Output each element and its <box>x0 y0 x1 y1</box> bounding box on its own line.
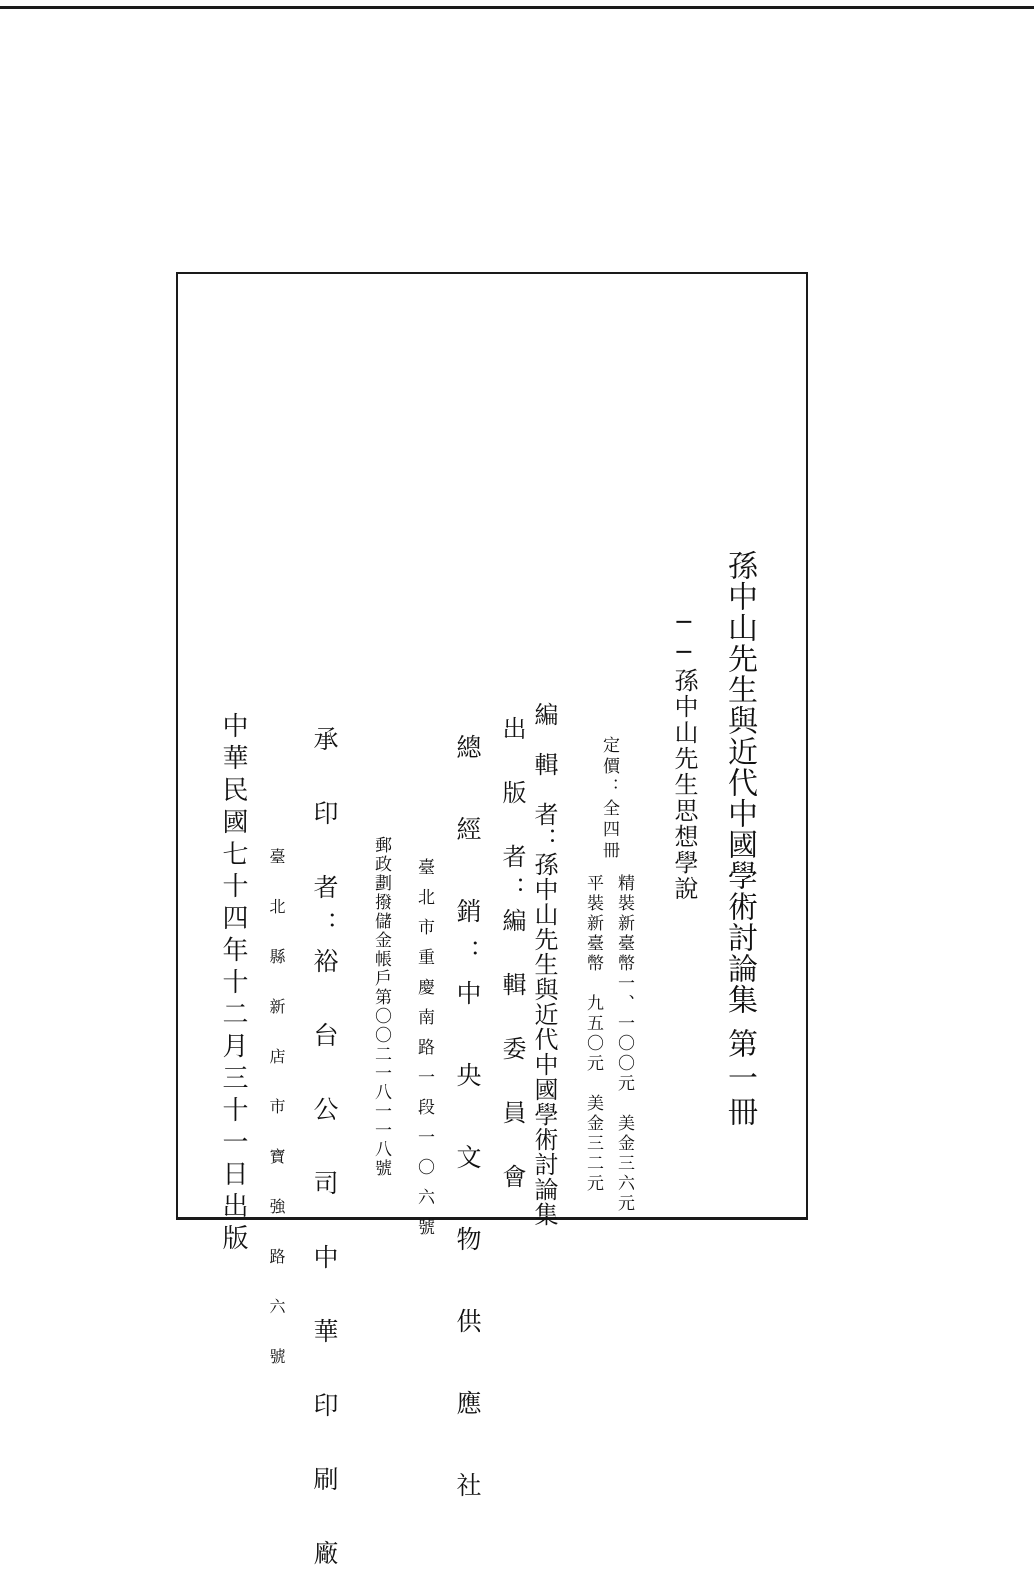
distributor-line: 總 經 銷：中 央 文 物 供 應 社 <box>453 734 482 1513</box>
price-paperback: 平裝新臺幣 九五〇元 美金三二元 <box>583 874 603 1194</box>
subtitle: ──孫中山先生思想學說 <box>670 608 698 902</box>
top-rule <box>0 6 1034 9</box>
publication-date: 中華民國七十四年十二月三十一日出版 <box>218 712 248 1256</box>
volume-label: 第一冊 <box>722 1028 757 1130</box>
book-title-text: 孫中山先生與近代中國學術討論集 <box>722 550 757 1015</box>
book-title <box>724 478 784 1015</box>
postal-account: 郵政劃撥儲金帳戶第〇〇二一八一一八號 <box>371 836 391 1178</box>
publisher-line: 出 版 者：編 輯 委 員 會 <box>498 716 526 1196</box>
price-hardcover: 精裝新臺幣一、一〇〇元 美金三六元 <box>614 874 634 1214</box>
distributor-address: 臺北市重慶南路一段一〇六號 <box>414 858 434 1248</box>
editor-line: 編 輯 者：孫中山先生與近代中國學術討論集 <box>530 702 558 1227</box>
printer-line: 承 印 者：裕 台 公 司 中 華 印 刷 廠 <box>310 726 339 1577</box>
printer-address: 臺 北 縣 新 店 市 寶 強 路 六 號 <box>267 848 286 1373</box>
price-label: 定價：全四冊 <box>599 736 619 862</box>
